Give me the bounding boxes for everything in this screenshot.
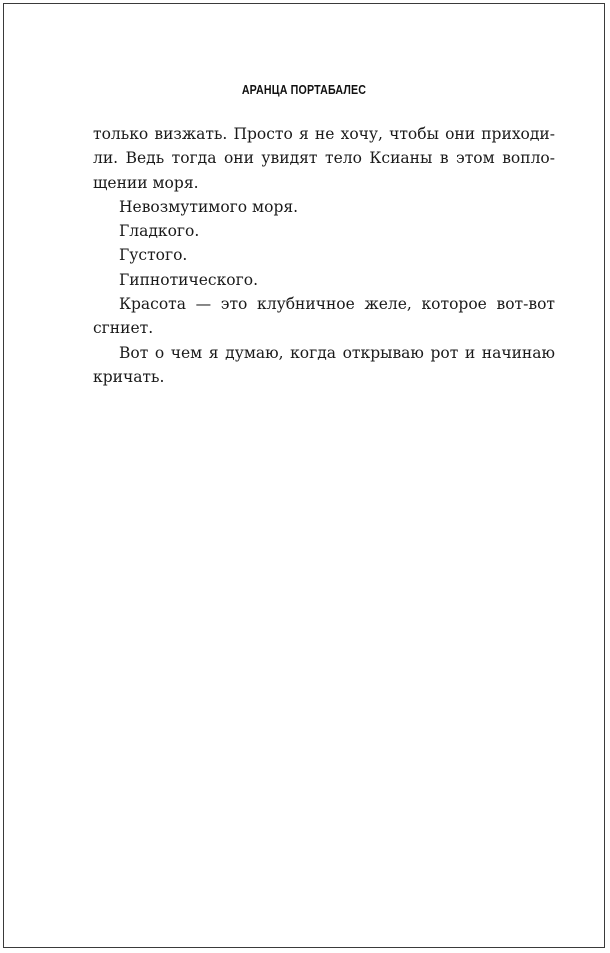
text-line: Гладкого. [119,222,200,241]
text-line: Красота — это клубничное желе, которое вот-вот [119,295,555,314]
text-line: щении моря. [93,173,199,192]
book-page [3,3,605,948]
body-text [93,122,555,389]
running-head: АРАНЦА ПОРТАБАЛЕС [241,82,367,97]
text-line: Вот о чем я думаю, когда открываю рот и начинаю [119,343,555,362]
text-line: сгниет. [93,319,154,338]
text-line: ли. Ведь тогда они увидят тело Ксианы в этом вопло- [93,149,555,168]
text-line: только визжать. Просто я не хочу, чтобы они приходи- [93,125,555,143]
text-line: Гипнотического. [119,270,258,289]
text-line: Невозмутимого моря. [119,197,299,216]
text-line: кричать. [93,367,165,386]
text-line: Густого. [119,246,188,265]
